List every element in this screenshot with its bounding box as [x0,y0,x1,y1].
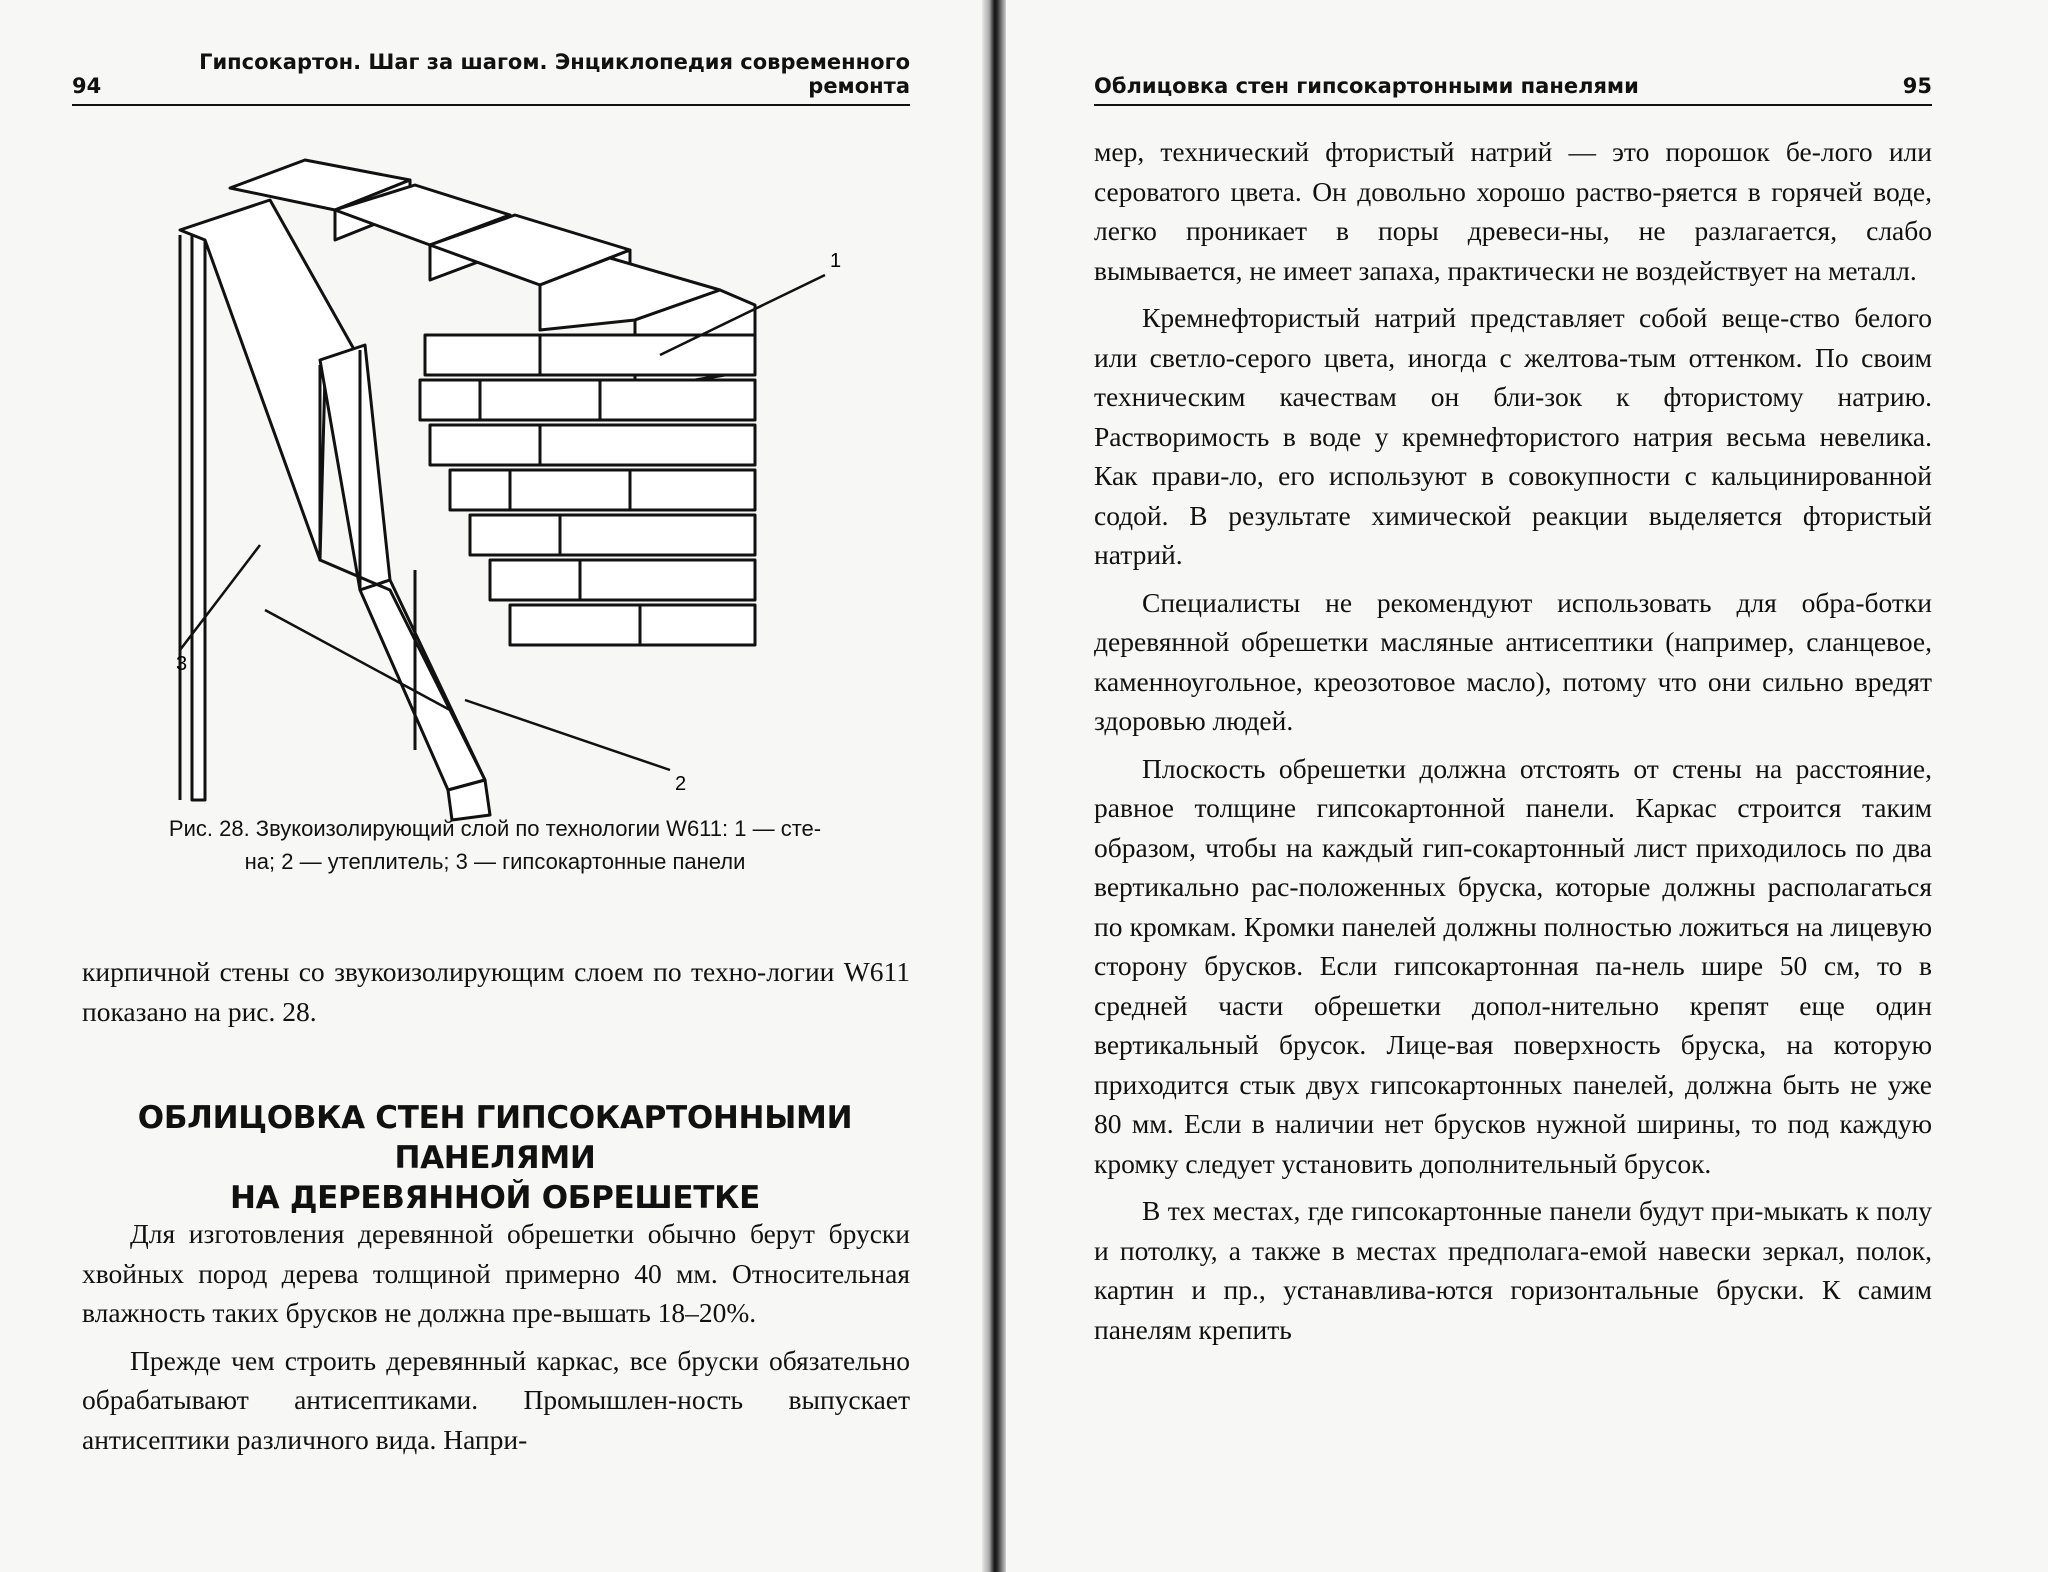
paragraph: мер, технический фтористый натрий — это порошок бе-лого или сероватого цвета. Он довольно хорошо раство-ряется в горячей воде, легко проникает в поры древеси-ны, не разлагается, слабо вымывается, не имеет запаха, практически не воздействует на металл. [1094,136,1932,286]
label-3: 3 [176,653,188,675]
brick-course-3 [430,425,755,465]
body-text-left [82,1214,910,1459]
caption-line-1: Рис. 28. Звукоизолирующий слой по технологии W611: 1 — сте- [168,816,822,841]
figure-28-brick-wall-diagram [176,150,870,800]
section-heading [80,1098,910,1218]
brick-course-4 [450,470,755,510]
label-1: 1 [830,250,842,272]
paragraph: Специалисты не рекомендуют использовать для обра-ботки деревянной обрешетки масляные антисептики (например, сланцевое, каменноугольное, креозотовое масло), потому что они сильно вредят здоровью людей. [1094,586,1932,736]
running-head-title: Облицовка стен гипсокартонными панелями [1094,74,1639,98]
paragraph: Плоскость обрешетки должна отстоять от стены на расстояние, равное толщине гипсокартонной панели. Каркас строится таким образом, чтобы на каждый гип-сокартонный лист приходилось по два вертикально рас-положенных бруска, которые должны располагаться по кромкам. Кромки панелей должны полностью ложиться на лицевую сторону брусков. Если гипсокартонная па-нель шире 50 см, то в средней части обрешетки допол-нительно крепят еще один вертикальный брусок. Лице-вая поверхность бруска, на которую приходится стык двух гипсокартонных панелей, должна быть не уже 80 мм. Если в наличии нет брусков нужной ширины, то под каждую кромку следует установить дополнительный брусок. [1094,752,1932,1179]
page-number: 95 [1902,74,1932,98]
brick-course-2 [420,380,755,420]
paragraph: Кремнефтористый натрий представляет собой веще-ство белого или светло-серого цвета, иногда с желтова-тым оттенком. По своим техническим качествам он бли-зок к фтористому натрию. Растворимость в воде у кремнефтористого натрия весьма невелика. Как прави-ло, его используют в совокупности с кальцинированной содой. В результате химической реакции выделяется фтористый натрий. [1094,302,1932,570]
label-2: 2 [675,773,687,795]
page-number: 94 [72,74,102,98]
section-heading-line-2: НА ДЕРЕВЯННОЙ ОБРЕШЕТКЕ [230,1180,760,1216]
running-header-right [1094,66,1932,106]
left-page [0,0,990,1572]
caption-line-2: на; 2 — утеплитель; 3 — гипсокартонные панели [244,849,746,874]
running-header-left [72,50,910,106]
brick-course-7 [510,605,755,645]
running-head-title: Гипсокартон. Шаг за шагом. Энциклопедия современного ремонта [199,50,910,98]
leader-line-2 [465,700,670,770]
figure-caption [80,812,910,878]
paragraph: Прежде чем строить деревянный каркас, все бруски обязательно обрабатывают антисептиками. Промышлен-ность выпускает антисептики различного вида. Напри- [82,1344,910,1455]
insulation-lower [360,580,485,790]
brick-wall-illustration [176,150,870,800]
brick-course-6 [490,560,755,600]
paragraph: Для изготовления деревянной обрешетки обычно берут бруски хвойных пород дерева толщиной примерно 40 мм. Относительная влажность таких брусков не должна пре-вышать 18–20%. [82,1218,910,1328]
brick-course-1 [425,335,755,375]
insulation-top [320,345,390,590]
paragraph: кирпичной стены со звукоизолирующим слоем по техно-логии W611 показано на рис. 28. [82,956,910,1027]
brick-course-5 [470,515,755,555]
book-spine-gutter [982,0,1006,1572]
body-text-right [1094,132,1932,1349]
section-heading-line-1: ОБЛИЦОВКА СТЕН ГИПСОКАРТОННЫМИ ПАНЕЛЯМИ [137,1100,853,1176]
panel-edge [192,230,205,800]
body-text-continuation [82,952,910,1031]
right-page [1010,0,2048,1572]
paragraph: В тех местах, где гипсокартонные панели будут при-мыкать к полу и потолку, а также в местах предполага-емой навески зеркал, полок, картин и пр., устанавлива-ются горизонтальные бруски. К самим панелям крепить [1094,1195,1932,1345]
